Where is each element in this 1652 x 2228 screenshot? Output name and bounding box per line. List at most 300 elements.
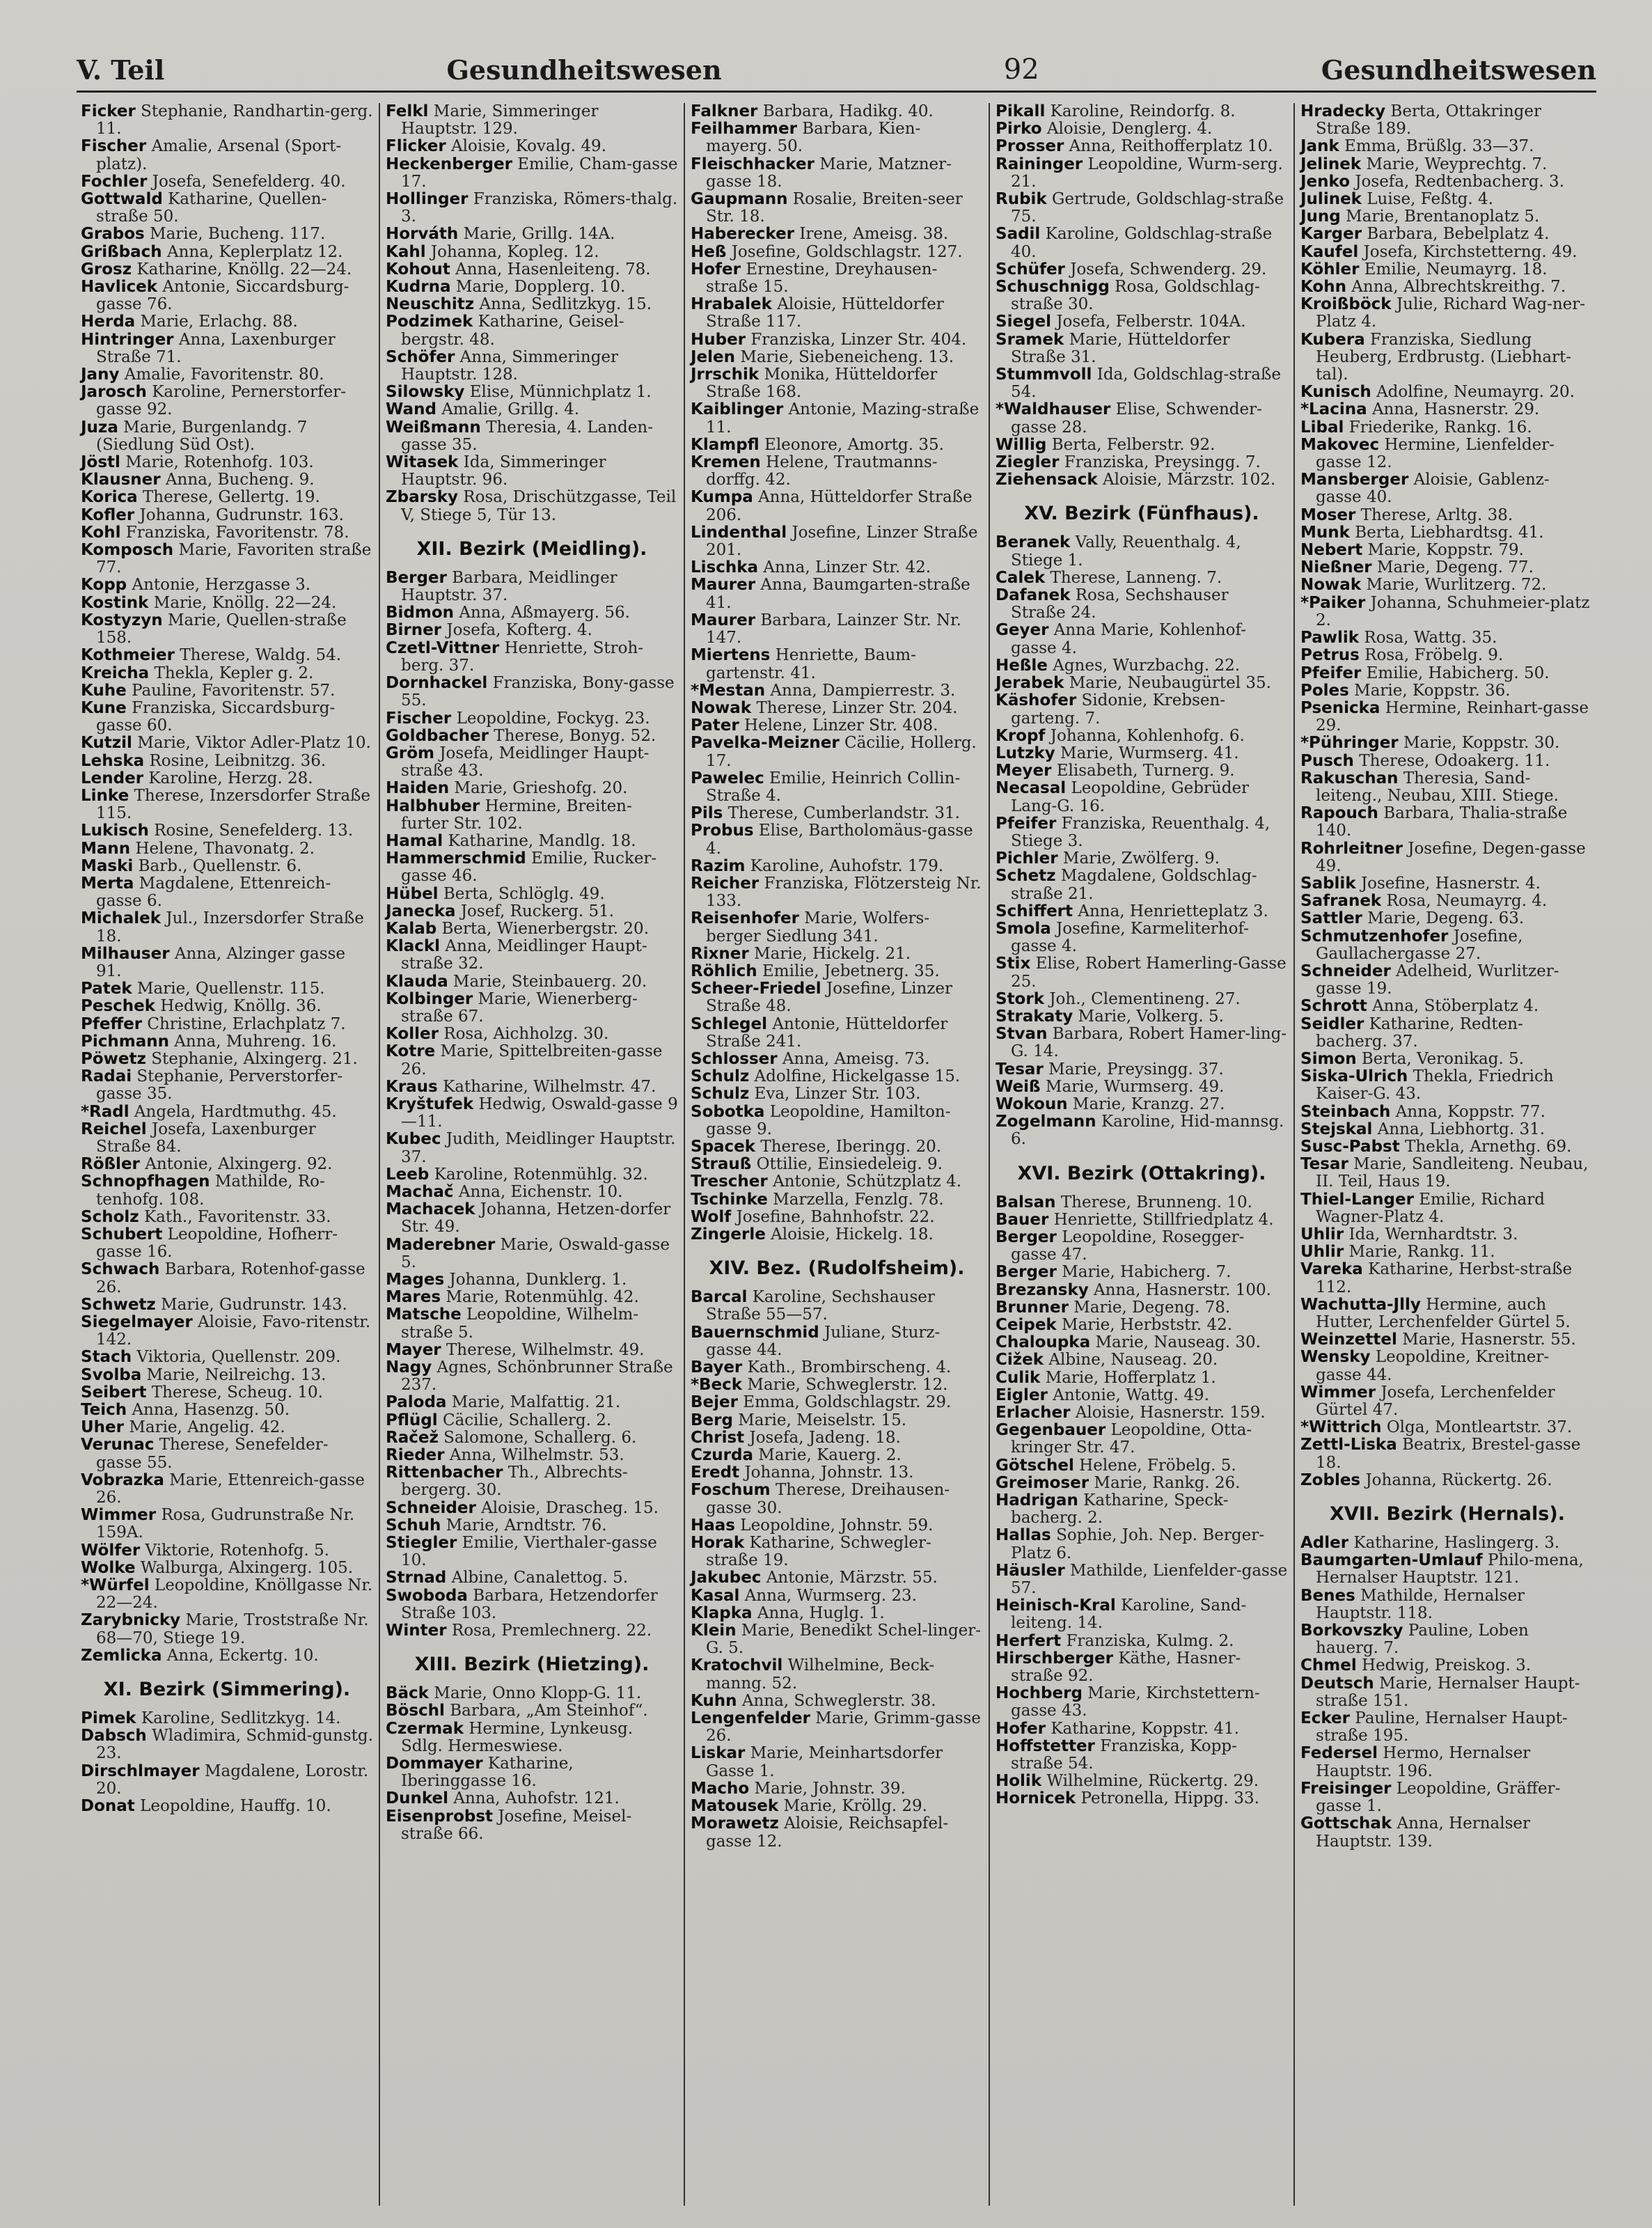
- entry-surname: Rakuschan: [1300, 769, 1399, 787]
- directory-entry: [691, 576, 983, 611]
- entry-surname: Haberecker: [691, 225, 795, 244]
- directory-entry: [81, 1542, 373, 1560]
- entry-surname: *Lacina: [1300, 400, 1367, 419]
- entry-surname: Kubera: [1300, 330, 1365, 349]
- entry-surname: Stach: [81, 1348, 132, 1367]
- entry-surname: Stork: [996, 989, 1044, 1008]
- entry-details: Marie, Burgenlandg. 7 (Siedlung Süd Ost).: [96, 418, 308, 454]
- directory-entry: [691, 700, 983, 717]
- entry-surname: Zobles: [1300, 1470, 1361, 1489]
- entry-details: Leopoldine, Wilhelm-straße 5.: [401, 1305, 639, 1342]
- column-4: [990, 103, 1295, 2206]
- directory-entry: [81, 471, 373, 489]
- directory-entry: [1300, 208, 1594, 226]
- entry-surname: Pfeifer: [1300, 664, 1362, 682]
- entry-details: Johanna, Schuhmeier-platz 2.: [1316, 593, 1590, 629]
- entry-surname: Reichel: [81, 1120, 147, 1138]
- entry-surname: Rohrleitner: [1300, 839, 1403, 858]
- entry-surname: Psenicka: [1300, 698, 1380, 717]
- directory-entry: [81, 998, 373, 1015]
- entry-details: Josef, Ruckerg. 51.: [460, 902, 615, 920]
- entry-surname: Jerabek: [996, 674, 1064, 693]
- district-heading: XV. Bezirk (Fünfhaus).: [1024, 503, 1259, 525]
- entry-details: Amalie, Grillg. 4.: [441, 400, 580, 419]
- entry-surname: Sobotka: [691, 1102, 765, 1121]
- directory-entry: [81, 595, 373, 612]
- entry-details: Marie, Koppstr. 36.: [1354, 681, 1511, 700]
- directory-entry: [1300, 419, 1594, 437]
- directory-entry: [691, 682, 983, 700]
- entry-details: Anna, Koppstr. 77.: [1395, 1102, 1545, 1121]
- entry-surname: Svolba: [81, 1365, 142, 1384]
- entry-surname: Michalek: [81, 909, 162, 928]
- entry-surname: Bayer: [691, 1358, 743, 1377]
- entry-surname: Jany: [81, 366, 120, 384]
- entry-surname: Kryštufek: [386, 1095, 474, 1113]
- entry-details: Helene, Fröbelg. 5.: [1079, 1456, 1236, 1475]
- entry-details: Ida, Simmeringer Hauptstr. 96.: [401, 453, 606, 489]
- directory-entry: [691, 437, 983, 454]
- entry-surname: Libal: [1300, 418, 1344, 437]
- directory-entry: [691, 858, 983, 875]
- entry-surname: Spacek: [691, 1137, 756, 1156]
- entry-surname: *Waldhauser: [996, 400, 1111, 419]
- directory-entry: [1300, 296, 1594, 331]
- directory-entry: [996, 120, 1288, 138]
- entry-surname: Kasal: [691, 1586, 740, 1605]
- directory-entry: [996, 1685, 1288, 1720]
- directory-entry: [386, 570, 678, 604]
- directory-entry: [996, 156, 1288, 191]
- entry-surname: Ecker: [1300, 1709, 1350, 1728]
- directory-entry: [996, 401, 1288, 436]
- entry-surname: Hoffstetter: [996, 1736, 1095, 1755]
- entry-surname: Kalab: [386, 919, 437, 938]
- directory-entry: [996, 534, 1288, 569]
- entry-details: Therese, Wilhelmstr. 49.: [446, 1340, 645, 1359]
- entry-details: Franziska, Kopp-straße 54.: [1011, 1736, 1237, 1773]
- entry-details: Anna, Huglg. 1.: [757, 1603, 885, 1622]
- directory-entry: [386, 938, 678, 973]
- entry-surname: Winter: [386, 1622, 447, 1640]
- entry-details: Anna, Liebhortg. 31.: [1377, 1120, 1545, 1138]
- entry-surname: Siegelmayer: [81, 1313, 193, 1332]
- entry-surname: Hollinger: [386, 190, 469, 209]
- entry-surname: Jelen: [691, 347, 736, 366]
- directory-entry: [386, 1359, 678, 1394]
- entry-details: Anna, Hütteldorfer Straße 206.: [706, 488, 973, 524]
- entry-surname: Wölfer: [81, 1541, 141, 1560]
- entry-surname: Mansberger: [1300, 471, 1409, 489]
- entry-details: Anna, Ameisg. 73.: [782, 1049, 930, 1068]
- directory-entry: [81, 665, 373, 682]
- directory-entry: [81, 542, 373, 576]
- entry-details: Marie, Degeng. 63.: [1367, 909, 1525, 928]
- entry-surname: Kohn: [1300, 278, 1346, 297]
- entry-surname: Rubik: [996, 190, 1047, 209]
- directory-entry: [996, 868, 1288, 902]
- directory-entry: [81, 1156, 373, 1173]
- entry-surname: Račež: [386, 1428, 439, 1447]
- directory-entry: [691, 1745, 983, 1780]
- entry-surname: Janecka: [386, 902, 456, 920]
- directory-entry: [386, 1271, 678, 1289]
- entry-details: Berta, Schlöglg. 49.: [443, 884, 605, 903]
- directory-entry: [386, 1306, 678, 1341]
- entry-surname: Mages: [386, 1271, 445, 1289]
- directory-entry: [691, 401, 983, 436]
- entry-details: Rosa, Fröbelg. 9.: [1364, 646, 1504, 665]
- directory-entry: [1300, 542, 1594, 559]
- header-title-left: Gesundheitswesen: [446, 54, 722, 86]
- entry-details: Marie, Neilreichg. 13.: [146, 1365, 327, 1384]
- entry-details: Stephanie, Randhartin-gerg. 11.: [96, 103, 373, 139]
- entry-surname: Bauernschmid: [691, 1323, 819, 1342]
- entry-details: Christine, Erlachplatz 7.: [147, 1014, 346, 1033]
- entry-details: Karoline, Sedlitzkyg. 14.: [141, 1709, 341, 1728]
- entry-surname: Maurer: [691, 576, 756, 595]
- directory-entry: [386, 454, 678, 489]
- entry-details: Marie, Hütteldorfer Straße 31.: [1011, 330, 1230, 366]
- entry-details: Wladimira, Schmid-gunstg. 23.: [96, 1727, 373, 1763]
- entry-surname: Huber: [691, 330, 746, 349]
- entry-details: Marie, Zwölferg. 9.: [1062, 849, 1220, 868]
- entry-details: Katharine, Redten-bacherg. 37.: [1316, 1014, 1523, 1051]
- directory-entry: [386, 349, 678, 384]
- entry-surname: Halbhuber: [386, 797, 480, 815]
- entry-details: Leopoldine, Rosegger-gasse 47.: [1011, 1227, 1245, 1264]
- entry-details: Barbara, Rotenhof-gasse 26.: [96, 1260, 365, 1296]
- entry-surname: Patek: [81, 980, 132, 998]
- entry-details: Sophie, Joh. Nep. Berger-Platz 6.: [1011, 1526, 1264, 1562]
- entry-surname: Strnad: [386, 1569, 447, 1587]
- entry-surname: Podzimek: [386, 313, 473, 331]
- entry-surname: Feilhammer: [691, 120, 797, 139]
- directory-entry: [1300, 261, 1594, 278]
- entry-details: Marie, Brentanoplatz 5.: [1346, 207, 1540, 226]
- district-heading: XI. Bezirk (Simmering).: [103, 1679, 351, 1701]
- directory-entry: [81, 1419, 373, 1436]
- entry-surname: Häusler: [996, 1561, 1065, 1580]
- directory-entry: [386, 1237, 678, 1271]
- directory-entry: [691, 1429, 983, 1447]
- entry-surname: Pflügl: [386, 1411, 438, 1429]
- entry-details: Josefa, Lerchenfelder Gürtel 47.: [1316, 1383, 1555, 1420]
- entry-surname: Stejskal: [1300, 1120, 1373, 1138]
- entry-surname: Teich: [81, 1401, 127, 1420]
- entry-details: Aloisie, Hickelg. 18.: [771, 1225, 934, 1244]
- entry-details: Marie, Oswald-gasse 5.: [401, 1235, 670, 1271]
- entry-surname: Seidler: [1300, 1014, 1364, 1033]
- entry-surname: Rixner: [691, 944, 749, 963]
- directory-entry: [386, 1685, 678, 1702]
- entry-surname: Scholz: [81, 1207, 139, 1226]
- entry-surname: Raininger: [996, 155, 1083, 173]
- entry-surname: Lengenfelder: [691, 1709, 810, 1728]
- entry-surname: Geyer: [996, 621, 1049, 640]
- directory-entry: [386, 401, 678, 418]
- entry-surname: Weißmann: [386, 418, 481, 437]
- entry-details: Stephanie, Alxingerg. 21.: [151, 1049, 358, 1068]
- entry-details: Barbara, „Am Steinhof“.: [450, 1702, 648, 1720]
- entry-surname: Sadil: [996, 225, 1041, 244]
- entry-surname: Schnopfhagen: [81, 1172, 210, 1191]
- directory-entry: [81, 1507, 373, 1541]
- directory-entry: [996, 138, 1288, 155]
- entry-surname: Zarybnicky: [81, 1611, 181, 1630]
- directory-entry: [996, 313, 1288, 331]
- entry-surname: Kostyzyn: [81, 611, 163, 629]
- entry-details: Antonie, Wattg. 49.: [1053, 1386, 1209, 1404]
- entry-details: Th., Albrechts-bergerg. 30.: [401, 1464, 628, 1500]
- entry-details: Marie, Volkerg. 5.: [1078, 1007, 1224, 1026]
- entry-details: Katharine, Koppstr. 41.: [1051, 1719, 1239, 1738]
- entry-surname: Felkl: [386, 103, 429, 120]
- entry-surname: Hochberg: [996, 1684, 1083, 1703]
- entry-details: Anna, Schweglerstr. 38.: [741, 1691, 936, 1710]
- entry-details: Cäcilie, Hollerg. 17.: [706, 734, 977, 770]
- directory-entry: [81, 261, 373, 278]
- directory-entry: [691, 1622, 983, 1657]
- directory-entry: [1300, 1657, 1594, 1674]
- entry-surname: Vareka: [1300, 1260, 1363, 1279]
- directory-entry: [386, 489, 678, 524]
- entry-surname: Herfert: [996, 1631, 1062, 1650]
- entry-details: Magdalene, Lorostr. 20.: [96, 1762, 369, 1798]
- directory-entry: [386, 798, 678, 833]
- directory-entry: [996, 1738, 1288, 1773]
- directory-entry: [81, 384, 373, 418]
- directory-entry: [81, 1016, 373, 1033]
- entry-surname: Bejer: [691, 1393, 738, 1412]
- directory-entry: [1300, 437, 1594, 471]
- entry-surname: Chaloupka: [996, 1333, 1091, 1352]
- entry-details: Katharine, Geisel-bergstr. 48.: [401, 313, 624, 349]
- directory-entry: [996, 1773, 1288, 1790]
- directory-entry: [81, 910, 373, 945]
- directory-entry: [386, 920, 678, 938]
- entry-surname: Schüfer: [996, 260, 1065, 278]
- entry-surname: *Wittrich: [1300, 1418, 1382, 1437]
- directory-entry: [691, 1376, 983, 1394]
- entry-details: Elise, Bartholomäus-gasse 4.: [706, 822, 973, 858]
- entry-surname: Probus: [691, 822, 754, 840]
- entry-surname: Milhauser: [81, 944, 170, 963]
- entry-surname: Gottschak: [1300, 1814, 1392, 1833]
- page-header: [77, 49, 1596, 93]
- directory-entry: [996, 1264, 1288, 1281]
- entry-details: Helene, Linzer Str. 408.: [744, 716, 938, 735]
- directory-entry: [386, 244, 678, 261]
- entry-surname: Bäck: [386, 1684, 429, 1703]
- directory-entry: [996, 587, 1288, 622]
- directory-entry: [691, 349, 983, 366]
- entry-surname: Hirschberger: [996, 1649, 1113, 1668]
- entry-surname: Hübel: [386, 884, 439, 903]
- entry-details: Johanna, Rückertg. 26.: [1365, 1470, 1552, 1489]
- entry-details: Katharine, Speck-bacherg. 2.: [1011, 1491, 1229, 1528]
- directory-entry: [386, 1026, 678, 1043]
- directory-entry: [691, 1535, 983, 1569]
- entry-details: Berta, Ottakringer Straße 189.: [1316, 103, 1541, 139]
- entry-details: Elisabeth, Turnerg. 9.: [1056, 762, 1235, 780]
- directory-entry: [691, 454, 983, 489]
- directory-entry: [996, 622, 1288, 657]
- entry-surname: Kuhe: [81, 681, 127, 700]
- entry-surname: Siska-Ulrich: [1300, 1067, 1408, 1086]
- entry-surname: Heinisch-Kral: [996, 1597, 1116, 1615]
- entry-details: Franziska, Linzer Str. 404.: [750, 330, 967, 349]
- directory-entry: [1300, 1016, 1594, 1051]
- entry-details: Kath., Favoritenstr. 33.: [143, 1207, 331, 1226]
- entry-details: Friederike, Rankg. 16.: [1348, 418, 1532, 437]
- entry-surname: Weiß: [996, 1077, 1041, 1096]
- directory-entry: [691, 875, 983, 910]
- entry-surname: Sablik: [1300, 874, 1356, 893]
- directory-entry: [386, 1412, 678, 1429]
- entry-details: Marie, Quellen-straße 158.: [96, 611, 347, 648]
- directory-entry: [996, 366, 1288, 401]
- entry-details: Marie, Dopplerg. 10.: [455, 278, 626, 297]
- entry-surname: Jarosch: [81, 383, 147, 402]
- directory-entry: [386, 1131, 678, 1166]
- entry-details: Marie, Knöllg. 22—24.: [153, 593, 337, 612]
- entry-details: Marie, Rankg. 11.: [1348, 1243, 1495, 1262]
- entry-details: Therese, Odoakerg. 11.: [1359, 751, 1550, 770]
- directory-entry: [996, 692, 1288, 727]
- directory-entry: [1300, 753, 1594, 770]
- directory-entry: [386, 1535, 678, 1569]
- entry-surname: Schwetz: [81, 1295, 156, 1314]
- entry-surname: Lender: [81, 769, 144, 787]
- entry-details: Franziska, Kulmg. 2.: [1066, 1631, 1234, 1650]
- entry-surname: Pawlik: [1300, 629, 1360, 648]
- directory-entry: [81, 980, 373, 998]
- entry-details: Berta, Liebhardtsg. 41.: [1355, 523, 1544, 542]
- entry-surname: Wimmer: [1300, 1383, 1376, 1402]
- directory-entry: [386, 991, 678, 1026]
- directory-entry: [691, 559, 983, 576]
- directory-entry: [1300, 875, 1594, 893]
- directory-entry: [691, 261, 983, 296]
- entry-details: Katharine, Knöllg. 22—24.: [136, 260, 352, 278]
- entry-surname: *Beck: [691, 1376, 743, 1395]
- entry-surname: Hintringer: [81, 330, 174, 349]
- entry-surname: Morawetz: [691, 1814, 779, 1833]
- directory-entry: [1300, 665, 1594, 682]
- entry-details: Sidonie, Krebsen-garteng. 7.: [1011, 691, 1226, 728]
- directory-entry: [691, 735, 983, 769]
- directory-entry: [1300, 1587, 1594, 1622]
- directory-entry: [691, 717, 983, 735]
- entry-details: Marie, Sandleiteng. Neubau, II. Teil, Haus 19.: [1316, 1155, 1589, 1191]
- entry-details: Josefine, Linzer Straße 48.: [706, 980, 953, 1016]
- entry-surname: Kraus: [386, 1077, 438, 1096]
- entry-surname: Strakaty: [996, 1007, 1073, 1026]
- entry-surname: Christ: [691, 1428, 745, 1447]
- entry-details: Marie, Koppstr. 79.: [1367, 541, 1524, 560]
- directory-entry: [996, 331, 1288, 366]
- entry-surname: Chmel: [1300, 1656, 1357, 1675]
- entry-surname: Wolke: [81, 1558, 136, 1577]
- directory-entry: [1300, 735, 1594, 752]
- entry-details: Leopoldine, Kreitner-gasse 44.: [1316, 1348, 1550, 1384]
- directory-entry: [1300, 893, 1594, 910]
- entry-surname: Schmutzenhofer: [1300, 927, 1449, 946]
- entry-details: Emilie, Vierthaler-gasse 10.: [401, 1534, 657, 1570]
- entry-details: Käthe, Hasner-straße 92.: [1011, 1649, 1241, 1686]
- entry-details: Katharine, Schwegler-straße 19.: [706, 1534, 931, 1570]
- entry-surname: Kumpa: [691, 488, 753, 507]
- entry-surname: Kopp: [81, 576, 127, 595]
- directory-entry: [386, 675, 678, 709]
- directory-entry: [81, 1314, 373, 1349]
- entry-surname: Lutzky: [996, 744, 1055, 762]
- entry-details: Marie, Ettenreich-gasse 26.: [96, 1470, 365, 1507]
- entry-details: Josefa, Laxenburger Straße 84.: [96, 1120, 316, 1156]
- entry-surname: Simon: [1300, 1049, 1357, 1068]
- entry-surname: Lischka: [691, 558, 759, 577]
- entry-surname: Lukisch: [81, 822, 149, 840]
- entry-surname: Wensky: [1300, 1348, 1371, 1367]
- entry-surname: Nowak: [1300, 576, 1362, 595]
- entry-details: Anna, Hasnerstr. 100.: [1094, 1280, 1271, 1299]
- entry-surname: Pöwetz: [81, 1049, 146, 1068]
- entry-surname: Nowak: [691, 698, 752, 717]
- directory-entry: [81, 1173, 373, 1208]
- entry-details: Agnes, Schönbrunner Straße 237.: [401, 1358, 673, 1395]
- entry-details: Therese, Bonyg. 52.: [494, 726, 656, 745]
- entry-surname: Schlosser: [691, 1049, 778, 1068]
- directory-entry: [1300, 226, 1594, 243]
- entry-surname: Wachutta-Jlly: [1300, 1295, 1421, 1314]
- entry-details: Josefine, Linzer Straße 201.: [706, 523, 978, 560]
- entry-details: Anna, Reithofferplatz 10.: [1069, 137, 1273, 156]
- entry-details: Hermine, Lienfelder-gasse 12.: [1316, 435, 1555, 472]
- entry-surname: Kaiblinger: [691, 400, 784, 419]
- entry-surname: Kotre: [386, 1042, 436, 1061]
- directory-entry: [1300, 1121, 1594, 1138]
- entry-details: Agnes, Wurzbachg. 22.: [1053, 656, 1241, 675]
- entry-details: Josefa, Kofterg. 4.: [446, 621, 592, 640]
- directory-entry: [1300, 1138, 1594, 1156]
- entry-details: Barbara, Bebelplatz 4.: [1367, 225, 1550, 244]
- entry-details: Josefine, Meisel-straße 66.: [401, 1807, 632, 1843]
- entry-surname: Petrus: [1300, 646, 1360, 665]
- directory-entry: [691, 120, 983, 155]
- directory-entry: [691, 1068, 983, 1085]
- entry-surname: Neuschitz: [386, 295, 475, 314]
- entry-details: Barbara, Meidlinger Hauptstr. 37.: [401, 568, 617, 605]
- directory-entry: [386, 226, 678, 243]
- entry-surname: Herda: [81, 313, 136, 331]
- entry-surname: Machač: [386, 1182, 454, 1201]
- entry-details: Therese, Arltg. 38.: [1360, 505, 1513, 524]
- entry-details: Berta, Wienerbergstr. 20.: [441, 919, 650, 938]
- entry-details: Viktorie, Rotenhofg. 5.: [145, 1541, 329, 1560]
- directory-entry: [996, 1790, 1288, 1807]
- entry-details: Antonie, Herzgasse 3.: [132, 576, 311, 595]
- entry-surname: Schöfer: [386, 347, 455, 366]
- entry-surname: Klauda: [386, 972, 448, 991]
- entry-details: Aloisie, Hütteldorfer Straße 117.: [706, 295, 944, 331]
- entry-surname: *Mestan: [691, 681, 766, 700]
- directory-entry: [996, 1078, 1288, 1096]
- entry-details: Thekla, Kepler g. 2.: [154, 664, 314, 682]
- entry-surname: Grabos: [81, 225, 145, 244]
- entry-details: Emilie, Heinrich Collin-Straße 4.: [706, 769, 961, 805]
- entry-details: Karoline, Goldschlag-straße 40.: [1011, 225, 1273, 261]
